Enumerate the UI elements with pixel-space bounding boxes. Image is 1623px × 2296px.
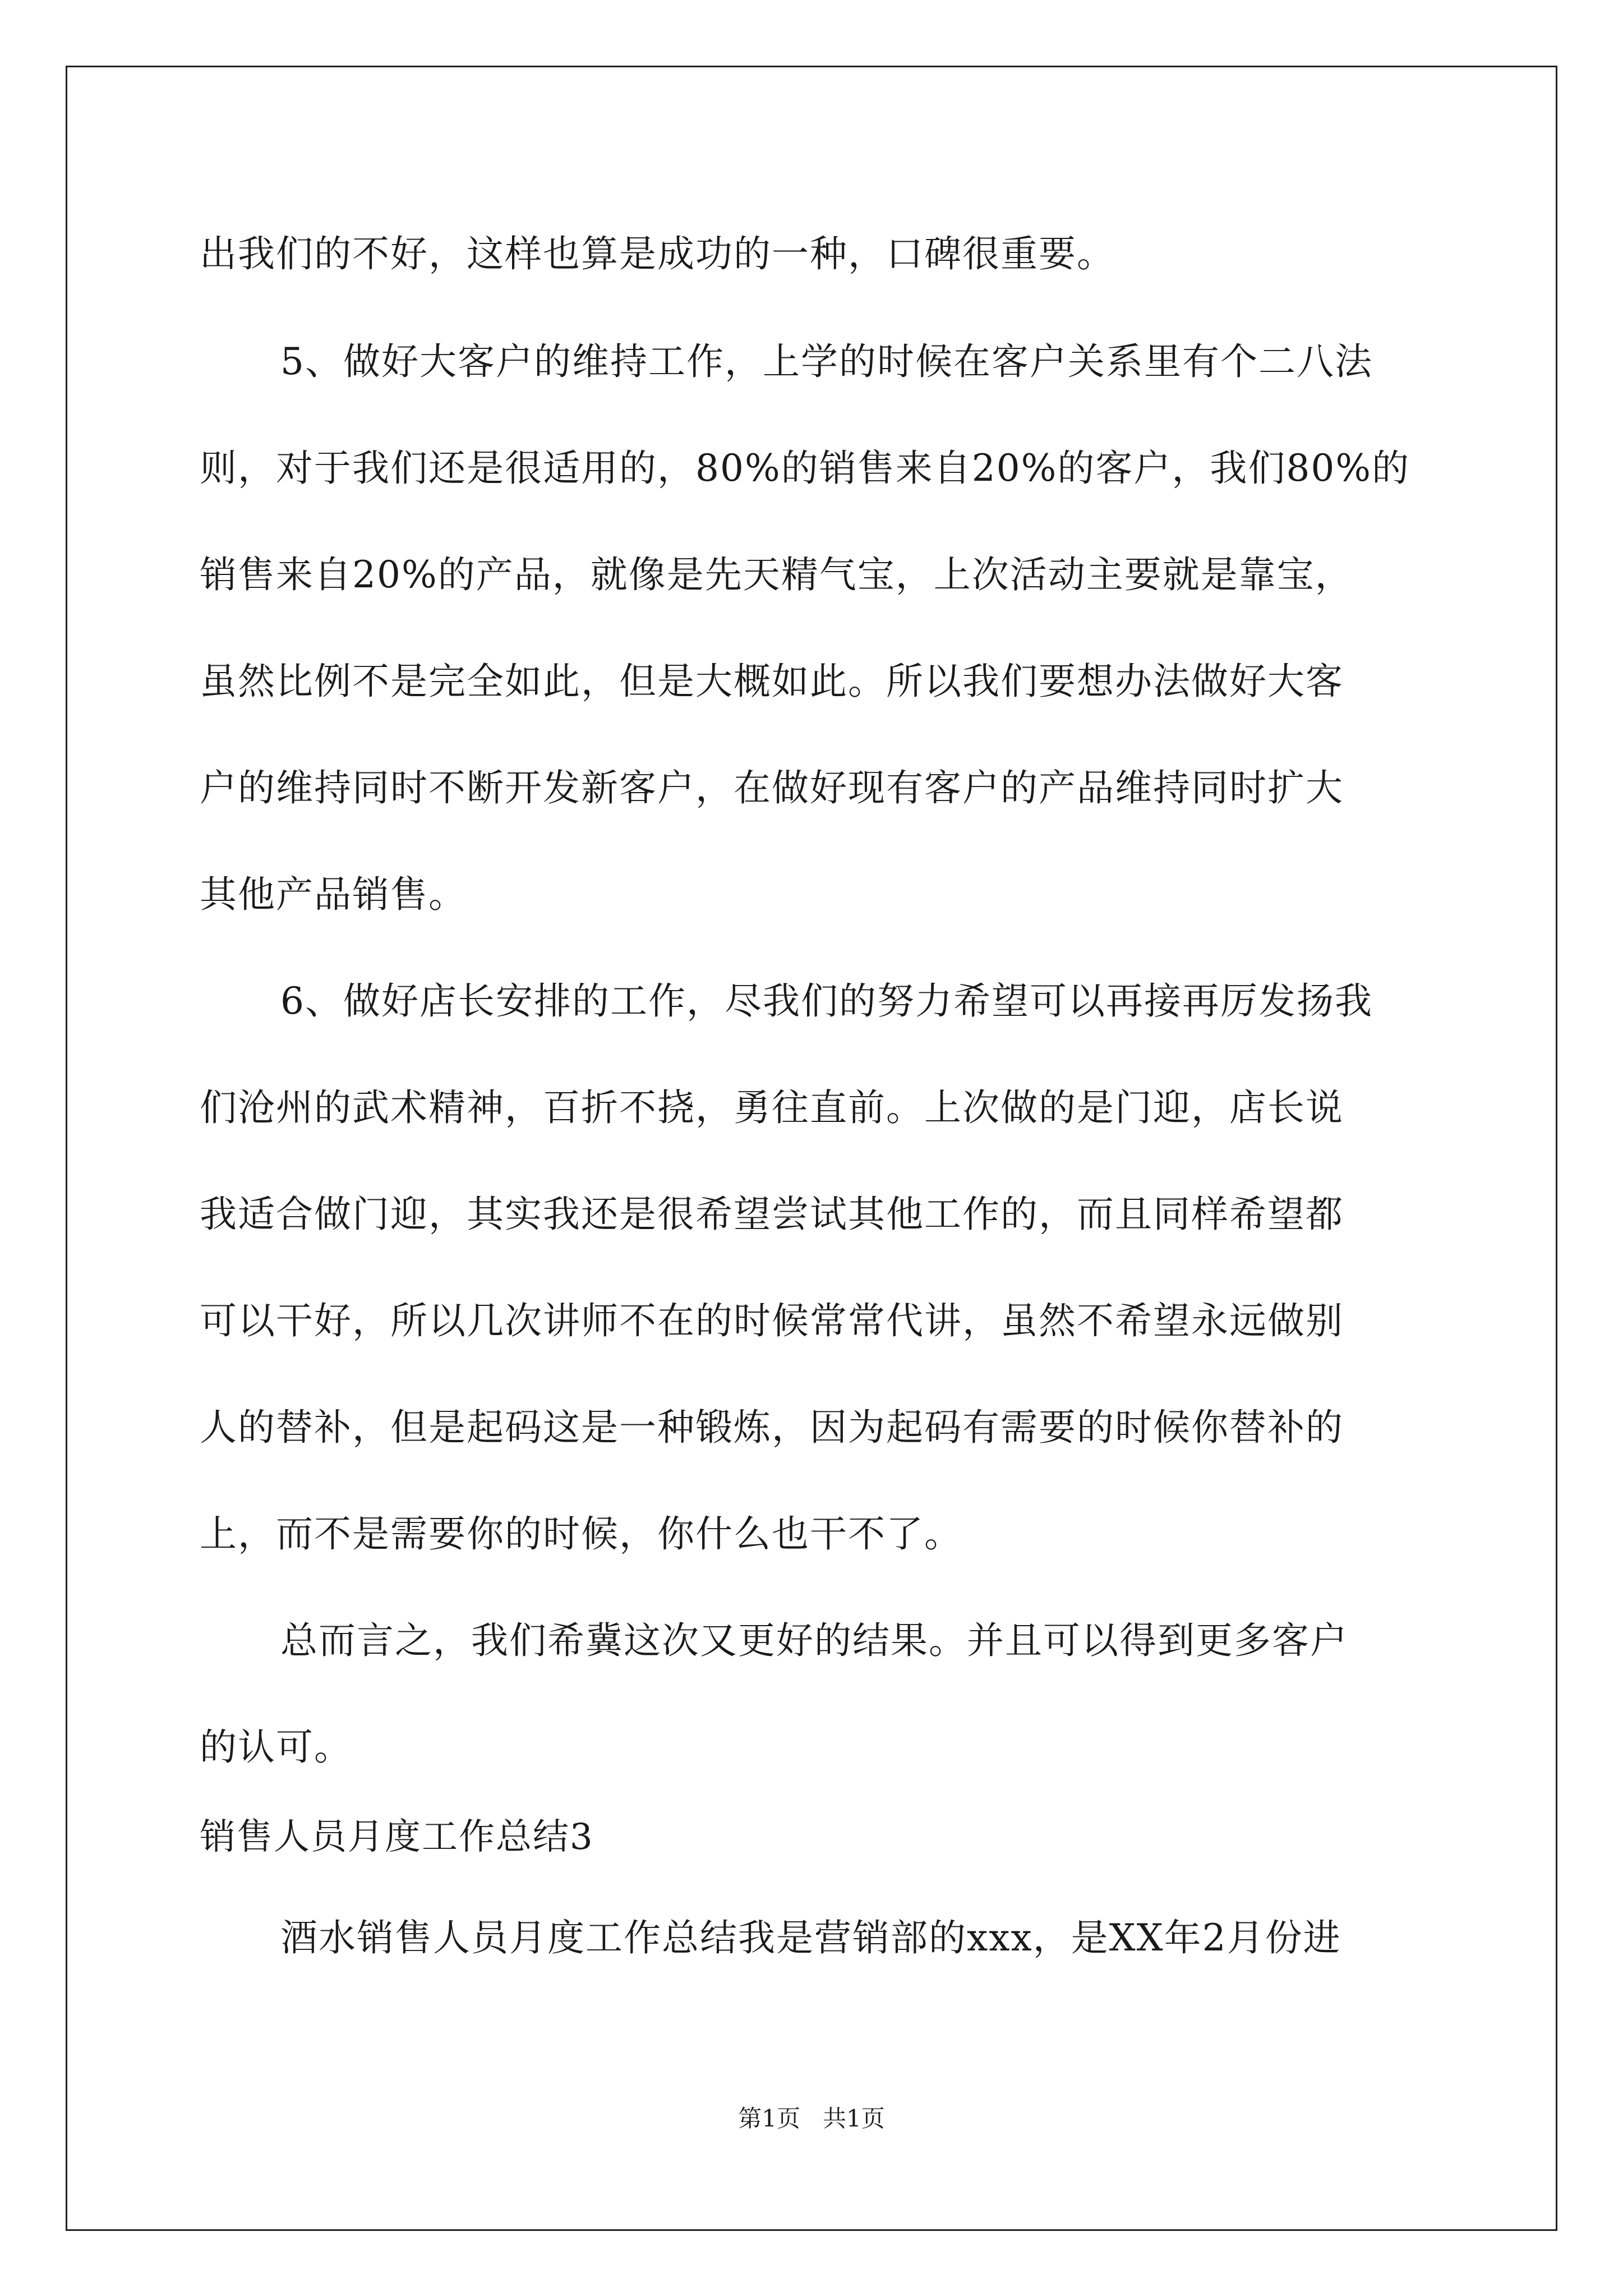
paragraph-line: 人的替补，但是起码这是一种锻炼，因为起码有需要的时候你替补的 [200,1406,1344,1449]
page-border [66,66,1557,2231]
paragraph-line: 其他产品销售。 [200,873,467,916]
paragraph-line: 销售来自20%的产品，就像是先天精气宝，上次活动主要就是靠宝， [200,553,1353,596]
paragraph-line: 虽然比例不是完全如此，但是大概如此。所以我们要想办法做好大客 [200,660,1344,703]
paragraph-line: 酒水销售人员月度工作总结我是营销部的xxx，是XX年2月份进 [280,1916,1341,1959]
page-number-current: 第1页 [738,2105,800,2132]
paragraph-line: 则，对于我们还是很适用的，80%的销售来自20%的客户，我们80%的 [200,447,1410,490]
paragraph-line: 上，而不是需要你的时候，你什么也干不了。 [200,1512,962,1556]
paragraph-line: 的认可。 [200,1726,352,1769]
paragraph-line: 们沧州的武术精神，百折不挠，勇往直前。上次做的是门迎，店长说 [200,1086,1344,1129]
paragraph-line: 户的维持同时不断开发新客户，在做好现有客户的产品维持同时扩大 [200,766,1344,809]
paragraph-line: 总而言之，我们希冀这次又更好的结果。并且可以得到更多客户 [280,1619,1348,1662]
section-heading: 销售人员月度工作总结3 [200,1816,594,1858]
page-footer [0,2105,1623,2133]
page-number-total: 共1页 [823,2105,885,2132]
paragraph-line: 我适合做门迎，其实我还是很希望尝试其他工作的，而且同样希望都 [200,1193,1344,1236]
paragraph-line: 出我们的不好，这样也算是成功的一种，口碑很重要。 [200,232,1115,275]
paragraph-line: 5、做好大客户的维持工作，上学的时候在客户关系里有个二八法 [280,340,1373,383]
paragraph-line: 可以干好，所以几次讲师不在的时候常常代讲，虽然不希望永远做别 [200,1299,1344,1342]
paragraph-line: 6、做好店长安排的工作，尽我们的努力希望可以再接再厉发扬我 [280,979,1373,1023]
